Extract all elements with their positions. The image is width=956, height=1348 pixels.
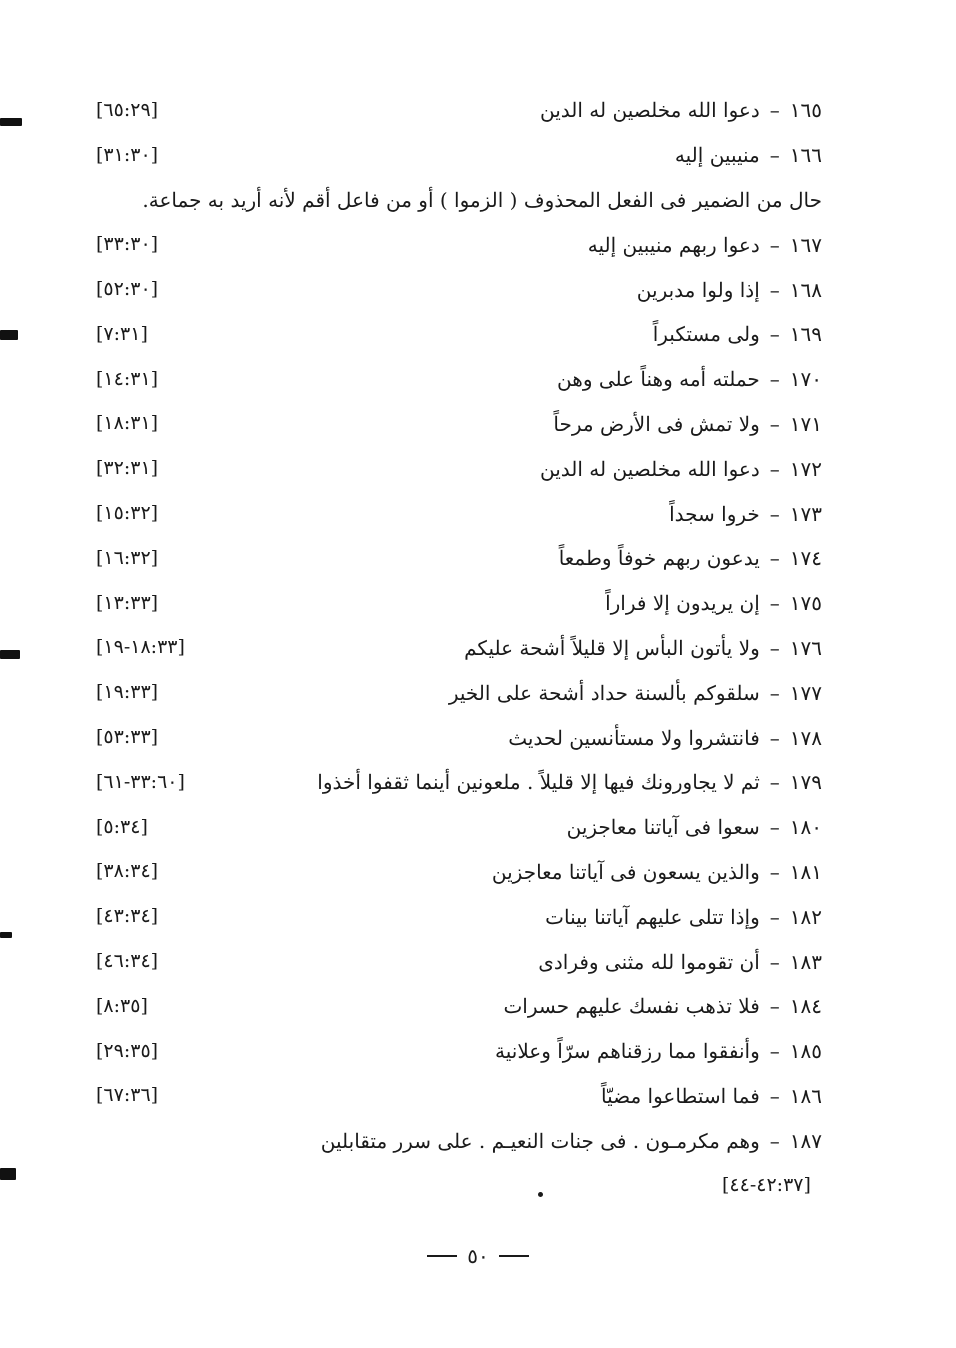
scan-edge-mark [0, 932, 12, 938]
entry-row [96, 760, 822, 805]
verse-reference: [٦٥:٢٩] [96, 98, 159, 121]
entry-text: إذا ولوا مدبرين [636, 277, 760, 302]
entry-text-group [320, 1128, 822, 1153]
entry-text: وإذا تتلى عليهم آياتنا بينات [545, 904, 760, 929]
entry-row [96, 88, 822, 133]
verse-reference: [٣٣:٣٠] [96, 233, 159, 256]
entry-text: خروا سجداً [669, 501, 760, 526]
entry-text: يدعون ربهم خوفاً وطمعاً [558, 546, 760, 571]
verse-reference: [٣٢:٣١] [96, 457, 159, 480]
entry-text: فلا تذهب نفسك عليهم حسرات [503, 994, 760, 1019]
entry-dash: – [769, 904, 780, 929]
verse-reference: [٤٦:٣٤] [96, 950, 159, 973]
verse-reference: [٦٧:٣٦] [96, 1084, 159, 1107]
scan-edge-mark [0, 650, 20, 659]
entry-row [96, 222, 822, 267]
entry-text-group [566, 815, 822, 840]
entry-dash: – [769, 367, 780, 392]
verse-reference: [١٥:٣٢] [96, 502, 159, 525]
verse-reference: [٤٣:٣٤] [96, 905, 159, 928]
verse-reference: [١٤:٣١] [96, 367, 159, 390]
entry-number: ١٨٦ [789, 1083, 822, 1108]
entry-dash: – [769, 277, 780, 302]
entry-text-group [636, 277, 822, 302]
entry-dash: – [769, 591, 780, 616]
entry-text: أن تقوموا لله مثنى وفرادى [538, 949, 760, 974]
entry-number: ١٧٢ [789, 456, 822, 481]
entry-text-group [553, 411, 822, 436]
verse-reference: [٣٨:٣٤] [96, 860, 159, 883]
entry-number: ١٦٧ [789, 232, 822, 257]
entry-dash: – [769, 143, 780, 168]
entry-text: فانتشروا ولا مستأنسين لحديث [508, 725, 760, 750]
entry-text: ولا تمش فى الأرض مرحاً [553, 411, 760, 436]
entry-dash: – [769, 770, 780, 795]
verse-reference: [١٩:٣٣] [96, 681, 159, 704]
entry-text: حملته أمه وهناً على وهن [557, 367, 760, 392]
entry-number: ١٨٥ [789, 1039, 822, 1064]
entry-text-group [669, 501, 822, 526]
entry-row [96, 536, 822, 581]
entry-row [96, 1029, 822, 1074]
entry-row [96, 715, 822, 760]
entry-row [96, 1118, 822, 1163]
page-footer [0, 1244, 956, 1268]
entry-dash: – [769, 680, 780, 705]
entry-text: دعوا الله مخلصين له الدين [540, 456, 760, 481]
entry-text: وهم مكرمـون . فى جنات النعيـم . على سرر متقابلين [320, 1128, 760, 1153]
entry-number: ١٧٥ [789, 591, 822, 616]
entry-number: ١٧٠ [789, 367, 822, 392]
entry-dash: – [769, 1083, 780, 1108]
entry-list [96, 88, 822, 1208]
entry-row [96, 581, 822, 626]
entry-dash: – [769, 994, 780, 1019]
entry-number: ١٨١ [789, 859, 822, 884]
verse-reference: [٥٣:٣٣] [96, 726, 159, 749]
verse-reference: [٣١:٣٠] [96, 143, 159, 166]
entry-number: ١٦٩ [789, 322, 822, 347]
entry-dash: – [769, 501, 780, 526]
verse-reference: [١٨:٣٣-١٩] [96, 636, 185, 659]
reference-line [96, 1163, 822, 1208]
entry-row [96, 984, 822, 1029]
entry-text-group [508, 725, 822, 750]
entry-dash: – [769, 1039, 780, 1064]
entry-text: وأنفقوا مما رزقناهم سرّاً وعلانية [495, 1039, 760, 1064]
entry-text-group [538, 949, 822, 974]
entry-dash: – [769, 98, 780, 123]
entry-text: منيبين إليه [674, 143, 760, 168]
entry-text-group [600, 1083, 822, 1108]
entry-text-group [674, 143, 822, 168]
verse-reference: [٨:٣٥] [96, 994, 148, 1017]
entry-text: ثم لا يجاورونك فيها إلا قليلاً . ملعونين أينما ثقفوا أخذوا [317, 770, 760, 795]
entry-row [96, 133, 822, 178]
entry-text-group [317, 770, 822, 795]
entry-text-group [503, 994, 822, 1019]
entry-number: ١٨٤ [789, 994, 822, 1019]
entry-number: ١٨٢ [789, 904, 822, 929]
verse-reference: [١٨:٣١] [96, 412, 159, 435]
entry-text-group [545, 904, 822, 929]
entry-number: ١٨٣ [789, 949, 822, 974]
scan-edge-mark [0, 330, 18, 340]
entry-row [96, 850, 822, 895]
entry-row [96, 805, 822, 850]
entry-dash: – [769, 411, 780, 436]
entry-text-group [491, 859, 822, 884]
entry-number: ١٦٨ [789, 277, 822, 302]
entry-row [96, 491, 822, 536]
entry-text: دعوا الله مخلصين له الدين [540, 98, 760, 123]
entry-number: ١٧٦ [789, 635, 822, 660]
entry-dash: – [769, 949, 780, 974]
entry-row [96, 446, 822, 491]
entry-text-group [587, 232, 822, 257]
entry-text-group [558, 546, 822, 571]
footer-rule [499, 1255, 529, 1257]
note-text: حال من الضمير فى الفعل المحذوف ( الزموا ) أو من فاعل أقم لأنه أريد به جماعة. [142, 187, 822, 212]
ink-dot [538, 1192, 543, 1197]
verse-reference: [١٣:٣٣] [96, 591, 159, 614]
entry-text-group [652, 322, 822, 347]
entry-text: ولى مستكبراً [652, 322, 760, 347]
entry-text: فما استطاعوا مضيّاً [600, 1083, 760, 1108]
entry-dash: – [769, 815, 780, 840]
entry-number: ١٨٠ [789, 815, 822, 840]
entry-dash: – [769, 725, 780, 750]
entry-text: سلقوكم بألسنة حداد أشحة على الخير [448, 680, 760, 705]
scan-edge-mark [0, 1168, 16, 1180]
entry-number: ١٧٨ [789, 725, 822, 750]
entry-text: سعوا فى آياتنا معاجزين [566, 815, 760, 840]
footer-rule [427, 1255, 457, 1257]
entry-row [96, 1074, 822, 1119]
entry-number: ١٧٧ [789, 680, 822, 705]
entry-dash: – [769, 232, 780, 257]
entry-number: ١٧٤ [789, 546, 822, 571]
entry-number: ١٦٦ [789, 143, 822, 168]
entry-row [96, 626, 822, 671]
entry-number: ١٧١ [789, 411, 822, 436]
entry-number: ١٦٥ [789, 98, 822, 123]
verse-reference: [٥٢:٣٠] [96, 278, 159, 301]
entry-text-group [464, 635, 822, 660]
entry-row [96, 939, 822, 984]
verse-reference: [٤٢:٣٧-٤٤] [722, 1174, 811, 1197]
entry-dash: – [769, 456, 780, 481]
entry-row [96, 670, 822, 715]
entry-row [96, 312, 822, 357]
entry-text-group [605, 591, 822, 616]
entry-row [96, 357, 822, 402]
page-number: ٥٠ [467, 1244, 489, 1268]
verse-reference: [٥:٣٤] [96, 815, 148, 838]
entry-dash: – [769, 859, 780, 884]
verse-reference: [٧:٣١] [96, 322, 148, 345]
entry-text-group [540, 98, 822, 123]
entry-text: إن يريدون إلا فراراً [605, 591, 760, 616]
entry-number: ١٨٧ [789, 1128, 822, 1153]
entry-text-group [448, 680, 822, 705]
verse-reference: [١٦:٣٢] [96, 546, 159, 569]
entry-text: ولا يأتون البأس إلا قليلاً أشحة عليكم [464, 635, 760, 660]
entry-text: والذين يسعون فى آياتنا معاجزين [491, 859, 760, 884]
entry-text-group [540, 456, 822, 481]
verse-reference: [٣٣:٦٠-٦١] [96, 770, 185, 793]
entry-text-group [495, 1039, 822, 1064]
scan-edge-mark [0, 118, 22, 126]
entry-row [96, 402, 822, 447]
note-line [96, 178, 822, 223]
entry-row [96, 267, 822, 312]
entry-dash: – [769, 546, 780, 571]
entry-row [96, 894, 822, 939]
entry-dash: – [769, 1128, 780, 1153]
entry-dash: – [769, 322, 780, 347]
entry-dash: – [769, 635, 780, 660]
verse-reference: [٢٩:٣٥] [96, 1039, 159, 1062]
entry-number: ١٧٣ [789, 501, 822, 526]
entry-number: ١٧٩ [789, 770, 822, 795]
entry-text-group [557, 367, 822, 392]
entry-text: دعوا ربهم منيبين إليه [587, 232, 760, 257]
